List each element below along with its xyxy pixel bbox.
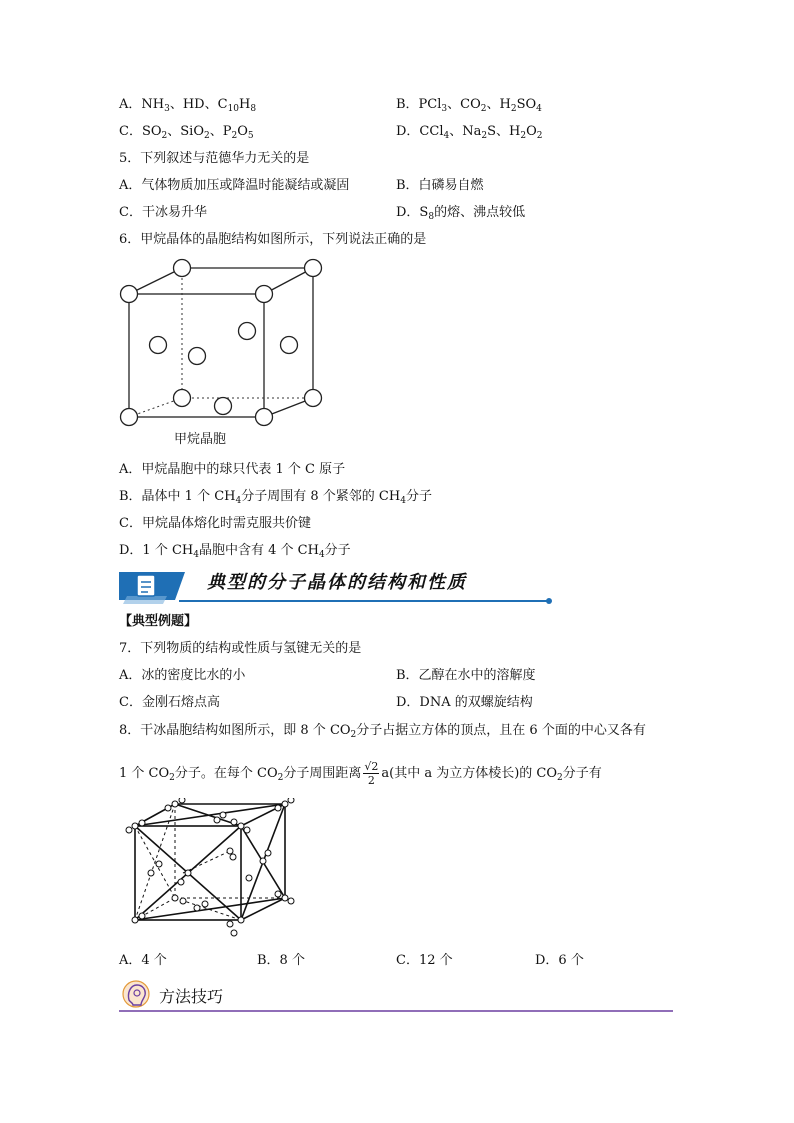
q8-option-c: C．12 个 <box>396 953 453 968</box>
q7-option-c: C．金刚石熔点高 <box>119 695 220 710</box>
q4-option-c: C．$SO_2$、SiO$_2$、$P_2O_5$ <box>119 124 254 141</box>
q8-option-d: D．6 个 <box>535 953 584 968</box>
molecule-balls <box>121 260 322 426</box>
q8-option-a: A．4 个 <box>119 953 167 968</box>
q6-option-b: B．晶体中 1 个 $CH_4$分子周围有 8 个紧邻的 $CH_4$分子 <box>119 489 432 506</box>
q7-stem: 7．下列物质的结构或性质与氢键无关的是 <box>119 641 362 656</box>
co2-molecules <box>126 798 294 936</box>
section-title: 典型的分子晶体的结构和性质 <box>207 572 467 593</box>
q7-option-d: D．DNA 的双螺旋结构 <box>396 695 533 710</box>
methane-unit-cell-figure <box>115 255 330 430</box>
q7-option-a: A．冰的密度比水的小 <box>119 668 246 683</box>
q4-option-b: B．PCl$_3$、$CO_2$、$H_2SO_4$ <box>396 97 542 114</box>
q6-option-a: A．甲烷晶胞中的球只代表 1 个 C 原子 <box>119 462 346 477</box>
q8-option-b: B．8 个 <box>257 953 305 968</box>
method-title: 方法技巧 <box>159 987 224 1006</box>
q8-stem-line2: 1 个 $CO_2$分子。在每个 $CO_2$分子周围距离 $\frac{√2}{2}$ a(其中 a 为立方体棱长)的 $CO_2$分子有 <box>119 760 602 787</box>
sqrt2-over-2-fraction: $\frac{√2}{2}$ <box>364 760 379 787</box>
methane-figure-caption: 甲烷晶胞 <box>174 432 227 447</box>
q8-stem-line1: 8．干冰晶胞结构如图所示，即 8 个 $CO_2$分子占据立方体的顶点，且在 6 个面的中心又各有 <box>119 723 646 740</box>
method-tips-header <box>119 978 673 1014</box>
section-banner <box>119 566 553 606</box>
q6-stem: 6．甲烷晶体的晶胞结构如图所示，下列说法正确的是 <box>119 232 427 247</box>
q5-stem: 5．下列叙述与范德华力无关的是 <box>119 151 310 166</box>
q4-option-d: D．CCl$_4$、$Na_2S$、$H_2O_2$ <box>396 124 543 141</box>
q4-option-a: A．$NH_3$、HD、$C_{10}H_8$ <box>119 97 257 114</box>
example-label: 【典型例题】 <box>119 614 198 629</box>
q5-option-c: C．干冰易升华 <box>119 205 207 220</box>
q5-option-d: D．$S_8$的熔、沸点较低 <box>396 205 526 222</box>
q5-option-b: B．白磷易自燃 <box>396 178 484 193</box>
q6-option-d: D．1 个 $CH_4$晶胞中含有 4 个 $CH_4$分子 <box>119 543 351 560</box>
q7-option-b: B．乙醇在水中的溶解度 <box>396 668 536 683</box>
q5-option-a: A．气体物质加压或降温时能凝结或凝固 <box>119 178 350 193</box>
q6-option-c: C．甲烷晶体熔化时需克服共价键 <box>119 516 311 531</box>
dry-ice-unit-cell-figure <box>125 798 295 938</box>
